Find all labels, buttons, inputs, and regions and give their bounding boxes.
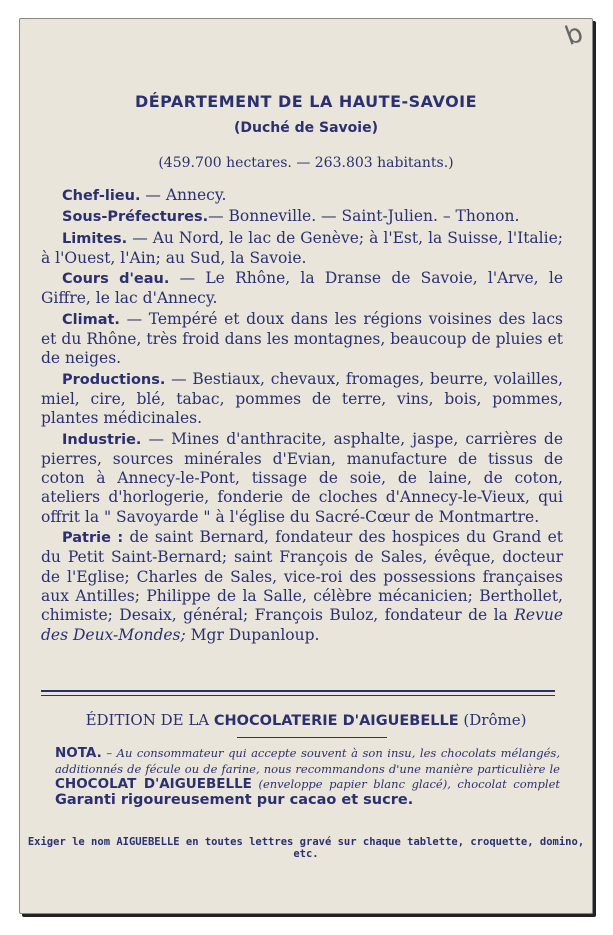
entry-patrie bbox=[41, 528, 563, 645]
entry-productions bbox=[41, 370, 563, 429]
handwritten-mark: b bbox=[561, 18, 588, 52]
nota-text: – Au consommateur qui accepte souvent à son insu, les chocolats mélangés, additionnés de fécule ou de farine, nous recommandons d'une manière particulière le bbox=[55, 746, 560, 776]
nota-text: (enveloppe papier blanc glacé), chocolat complet bbox=[251, 777, 560, 791]
entry-text: — Tempéré et doux dans les régions voisines des lacs et du Rhône, très froid dans les montagnes, beaucoup de pluies et de neiges. bbox=[41, 309, 563, 368]
entry-label: Climat. bbox=[62, 311, 120, 328]
nota-paragraph bbox=[55, 746, 560, 808]
entry-tail: Mgr Dupanloup. bbox=[185, 625, 320, 644]
divider bbox=[237, 737, 387, 738]
nota-label: NOTA. bbox=[55, 745, 102, 761]
entry-climat bbox=[41, 310, 563, 369]
divider bbox=[41, 690, 555, 692]
edition-brand: CHOCOLATERIE D'AIGUEBELLE bbox=[213, 713, 459, 729]
entry-label: Industrie. bbox=[62, 431, 142, 448]
entry-label: Patrie : bbox=[62, 530, 124, 547]
entry-label: Productions. bbox=[62, 371, 166, 388]
edition-prefix: ÉDITION DE LA bbox=[85, 711, 214, 729]
entry-text: — Bonneville. — Saint-Julien. – Thonon. bbox=[208, 207, 520, 226]
divider bbox=[41, 695, 555, 696]
entry-chef-lieu bbox=[41, 186, 563, 206]
entry-label: Chef-lieu. bbox=[62, 188, 141, 204]
entries-list bbox=[41, 186, 563, 646]
stats-line: (459.700 hectares. — 263.803 habitants.) bbox=[158, 155, 454, 171]
nota-brand: CHOCOLAT D'AIGUEBELLE bbox=[55, 776, 252, 792]
subtitle: (Duché de Savoie) bbox=[234, 120, 378, 136]
entry-label: Limites. bbox=[62, 230, 128, 247]
nota-guarantee: Garanti rigoureusement pur cacao et sucre. bbox=[55, 791, 414, 808]
edition-line bbox=[19, 711, 593, 729]
page-title: DÉPARTEMENT DE LA HAUTE-SAVOIE bbox=[134, 92, 478, 111]
entry-cours-d-eau bbox=[41, 269, 563, 309]
edition-suffix: (Drôme) bbox=[458, 711, 527, 729]
postcard bbox=[19, 18, 593, 914]
entry-industrie bbox=[41, 430, 563, 527]
exiger-line: Exiger le nom AIGUEBELLE en toutes lettres gravé sur chaque tablette, croquette, domino, etc. bbox=[27, 836, 585, 860]
entry-text: — Annecy. bbox=[140, 186, 227, 204]
entry-text: — Bestiaux, chevaux, fromages, beurre, volailles, miel, cire, blé, tabac, pommes de terre, vins, bois, pommes, plantes médicinales. bbox=[41, 369, 563, 428]
entry-italic: Revue des Deux-Mondes; bbox=[41, 606, 563, 644]
entry-text: — Au Nord, le lac de Genève; à l'Est, la Suisse, l'Italie; à l'Ouest, l'Ain; au Sud, la Savoie. bbox=[41, 228, 563, 267]
entry-limites bbox=[41, 229, 563, 269]
entry-text: — Mines d'anthracite, asphalte, jaspe, carrières de pierres, sources minérales d'Evian, manufacture de tissus de coton à Annecy-le-Pont, tissage de soie, de laine, de coton, ateliers d'horlogerie, fonderie de cloches d'Annecy-le-Vieux, qui offrit la " Savoyarde " à l'église du Sacré-Cœur de Montmartre. bbox=[41, 429, 563, 526]
entry-text: — Le Rhône, la Dranse de Savoie, l'Arve, le Giffre, le lac d'Annecy. bbox=[41, 269, 563, 308]
entry-sous-prefectures bbox=[41, 207, 563, 227]
entry-label: Cours d'eau. bbox=[62, 271, 170, 288]
entry-label: Sous-Préfectures. bbox=[62, 209, 209, 226]
entry-text: de saint Bernard, fondateur des hospices du Grand et du Petit Saint-Bernard; saint François de Sales, évêque, docteur de l'Eglise; Charles de Sales, vice-roi des possessions françaises aux Antilles; Philippe de la Salle, célèbre mécanicien; Berthollet, chimiste; Desaix, général; François Buloz, fondateur de la bbox=[41, 528, 564, 625]
